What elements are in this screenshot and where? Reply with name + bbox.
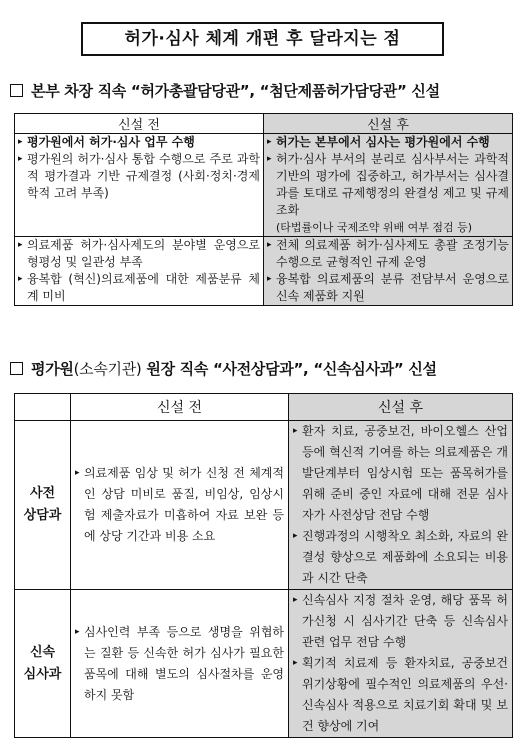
triangle-bullet-icon: ▸ <box>18 137 23 147</box>
triangle-bullet-icon: ▸ <box>267 240 272 250</box>
triangle-bullet-icon: ▸ <box>293 426 298 436</box>
checkbox-square-icon <box>10 362 23 375</box>
triangle-bullet-icon: ▸ <box>267 274 272 284</box>
row-label-consult: 사전 상담과 <box>15 421 71 590</box>
section1-row2-after: ▸ 전체 의료제품 허가·심사제도 총괄 조정기능 수행으로 균형적인 규제 운영 ▸ 융복합 의료제품의 분류 전담부서 운영으로 신속 제품화 지원 <box>264 237 513 306</box>
triangle-bullet-icon: ▸ <box>267 154 272 164</box>
section1-row1-before: ▸ 평가원에서 허가·심사 업무 수행 ▸ 평가원의 허가·심사 통합 수행으로 주로 과학적 평가결과 기반 규제결정 (사회·정치·경제학적 고려 부족) <box>15 134 264 237</box>
section1-row2-before: ▸ 의료제품 허가·심사제도의 분야별 운영으로 형평성 및 일관성 부족 ▸ 융복합 (혁신)의료제품에 대한 제품분류 체계 미비 <box>15 237 264 306</box>
consult-before: ▸ 의료제품 임상 및 허가 신청 전 체계적인 상담 미비로 품질, 비임상, 임상시험 제출자료가 미흡하여 자료 보완 등에 상당 기간과 비용 소요 <box>71 421 289 590</box>
section1-col-before: 신설 전 <box>15 114 264 134</box>
triangle-bullet-icon: ▸ <box>75 468 80 478</box>
section2-table <box>14 393 513 738</box>
section1-row1-after-note: (타법률이나 국제조약 위배 여부 점검 등) <box>276 221 473 234</box>
section2-corner-cell <box>15 394 71 421</box>
fast-review-after: ▸ 신속심사 지정 절차 운영, 해당 품목 허가신청 시 심사기간 단축 등 신속심사 관련 업무 전담 수행 ▸ 획기적 치료제 등 환자치료, 공중보건 위기상황에 필수적인 의료제품의 우선·신속심사 적용으로 치료기회 확대 및 보건 향상에 기여 <box>289 590 513 738</box>
section1-heading <box>10 80 440 101</box>
triangle-bullet-icon: ▸ <box>75 626 80 637</box>
checkbox-square-icon <box>10 84 23 97</box>
triangle-bullet-icon: ▸ <box>18 154 23 164</box>
triangle-bullet-icon: ▸ <box>18 274 23 284</box>
row-label-fast-review: 신속 심사과 <box>15 590 71 738</box>
triangle-bullet-icon: ▸ <box>267 137 272 147</box>
section1-col-after: 신설 후 <box>264 114 513 134</box>
section1-table <box>14 113 513 306</box>
section2-col-after: 신설 후 <box>289 394 513 421</box>
section1-row1-after: ▸ 허가는 본부에서 심사는 평가원에서 수행 ▸ 허가·심사 부서의 분리로 심사부서는 과학적 기반의 평가에 집중하고, 허가부서는 심사결과를 토대로 규제행정의 완결성 제고 및 규제 조화 (타법률이나 국제조약 위배 여부 점검 등) <box>264 134 513 237</box>
section2-col-before: 신설 전 <box>71 394 289 421</box>
section2-heading: 평가원(소속기관) 원장 직속 “사전상담과”, “신속심사과” 신설 <box>10 358 437 379</box>
triangle-bullet-icon: ▸ <box>293 595 298 605</box>
consult-after: ▸ 환자 치료, 공중보건, 바이오헬스 산업 등에 혁신적 기여를 하는 의료제품은 개발단계부터 임상시험 또는 품목허가를 위해 준비 중인 자료에 대해 전문 심사자가 사전상담 전담 수행 ▸ 진행과정의 시행착오 최소화, 자료의 완결성 향상으로 제품화에 소요되는 비용과 시간 단축 <box>289 421 513 590</box>
document-title: 허가·심사 체계 개편 후 달라지는 점 <box>81 22 444 56</box>
triangle-bullet-icon: ▸ <box>293 531 298 541</box>
triangle-bullet-icon: ▸ <box>293 658 298 668</box>
triangle-bullet-icon: ▸ <box>18 240 23 250</box>
fast-review-before: ▸ 심사인력 부족 등으로 생명을 위협하는 질환 등 신속한 허가 심사가 필요한 품목에 대해 별도의 심사절차를 운영하지 못함 <box>71 590 289 738</box>
section1-heading-text: 본부 차장 직속 “허가총괄담당관”, “첨단제품허가담당관” 신설 <box>31 82 440 100</box>
